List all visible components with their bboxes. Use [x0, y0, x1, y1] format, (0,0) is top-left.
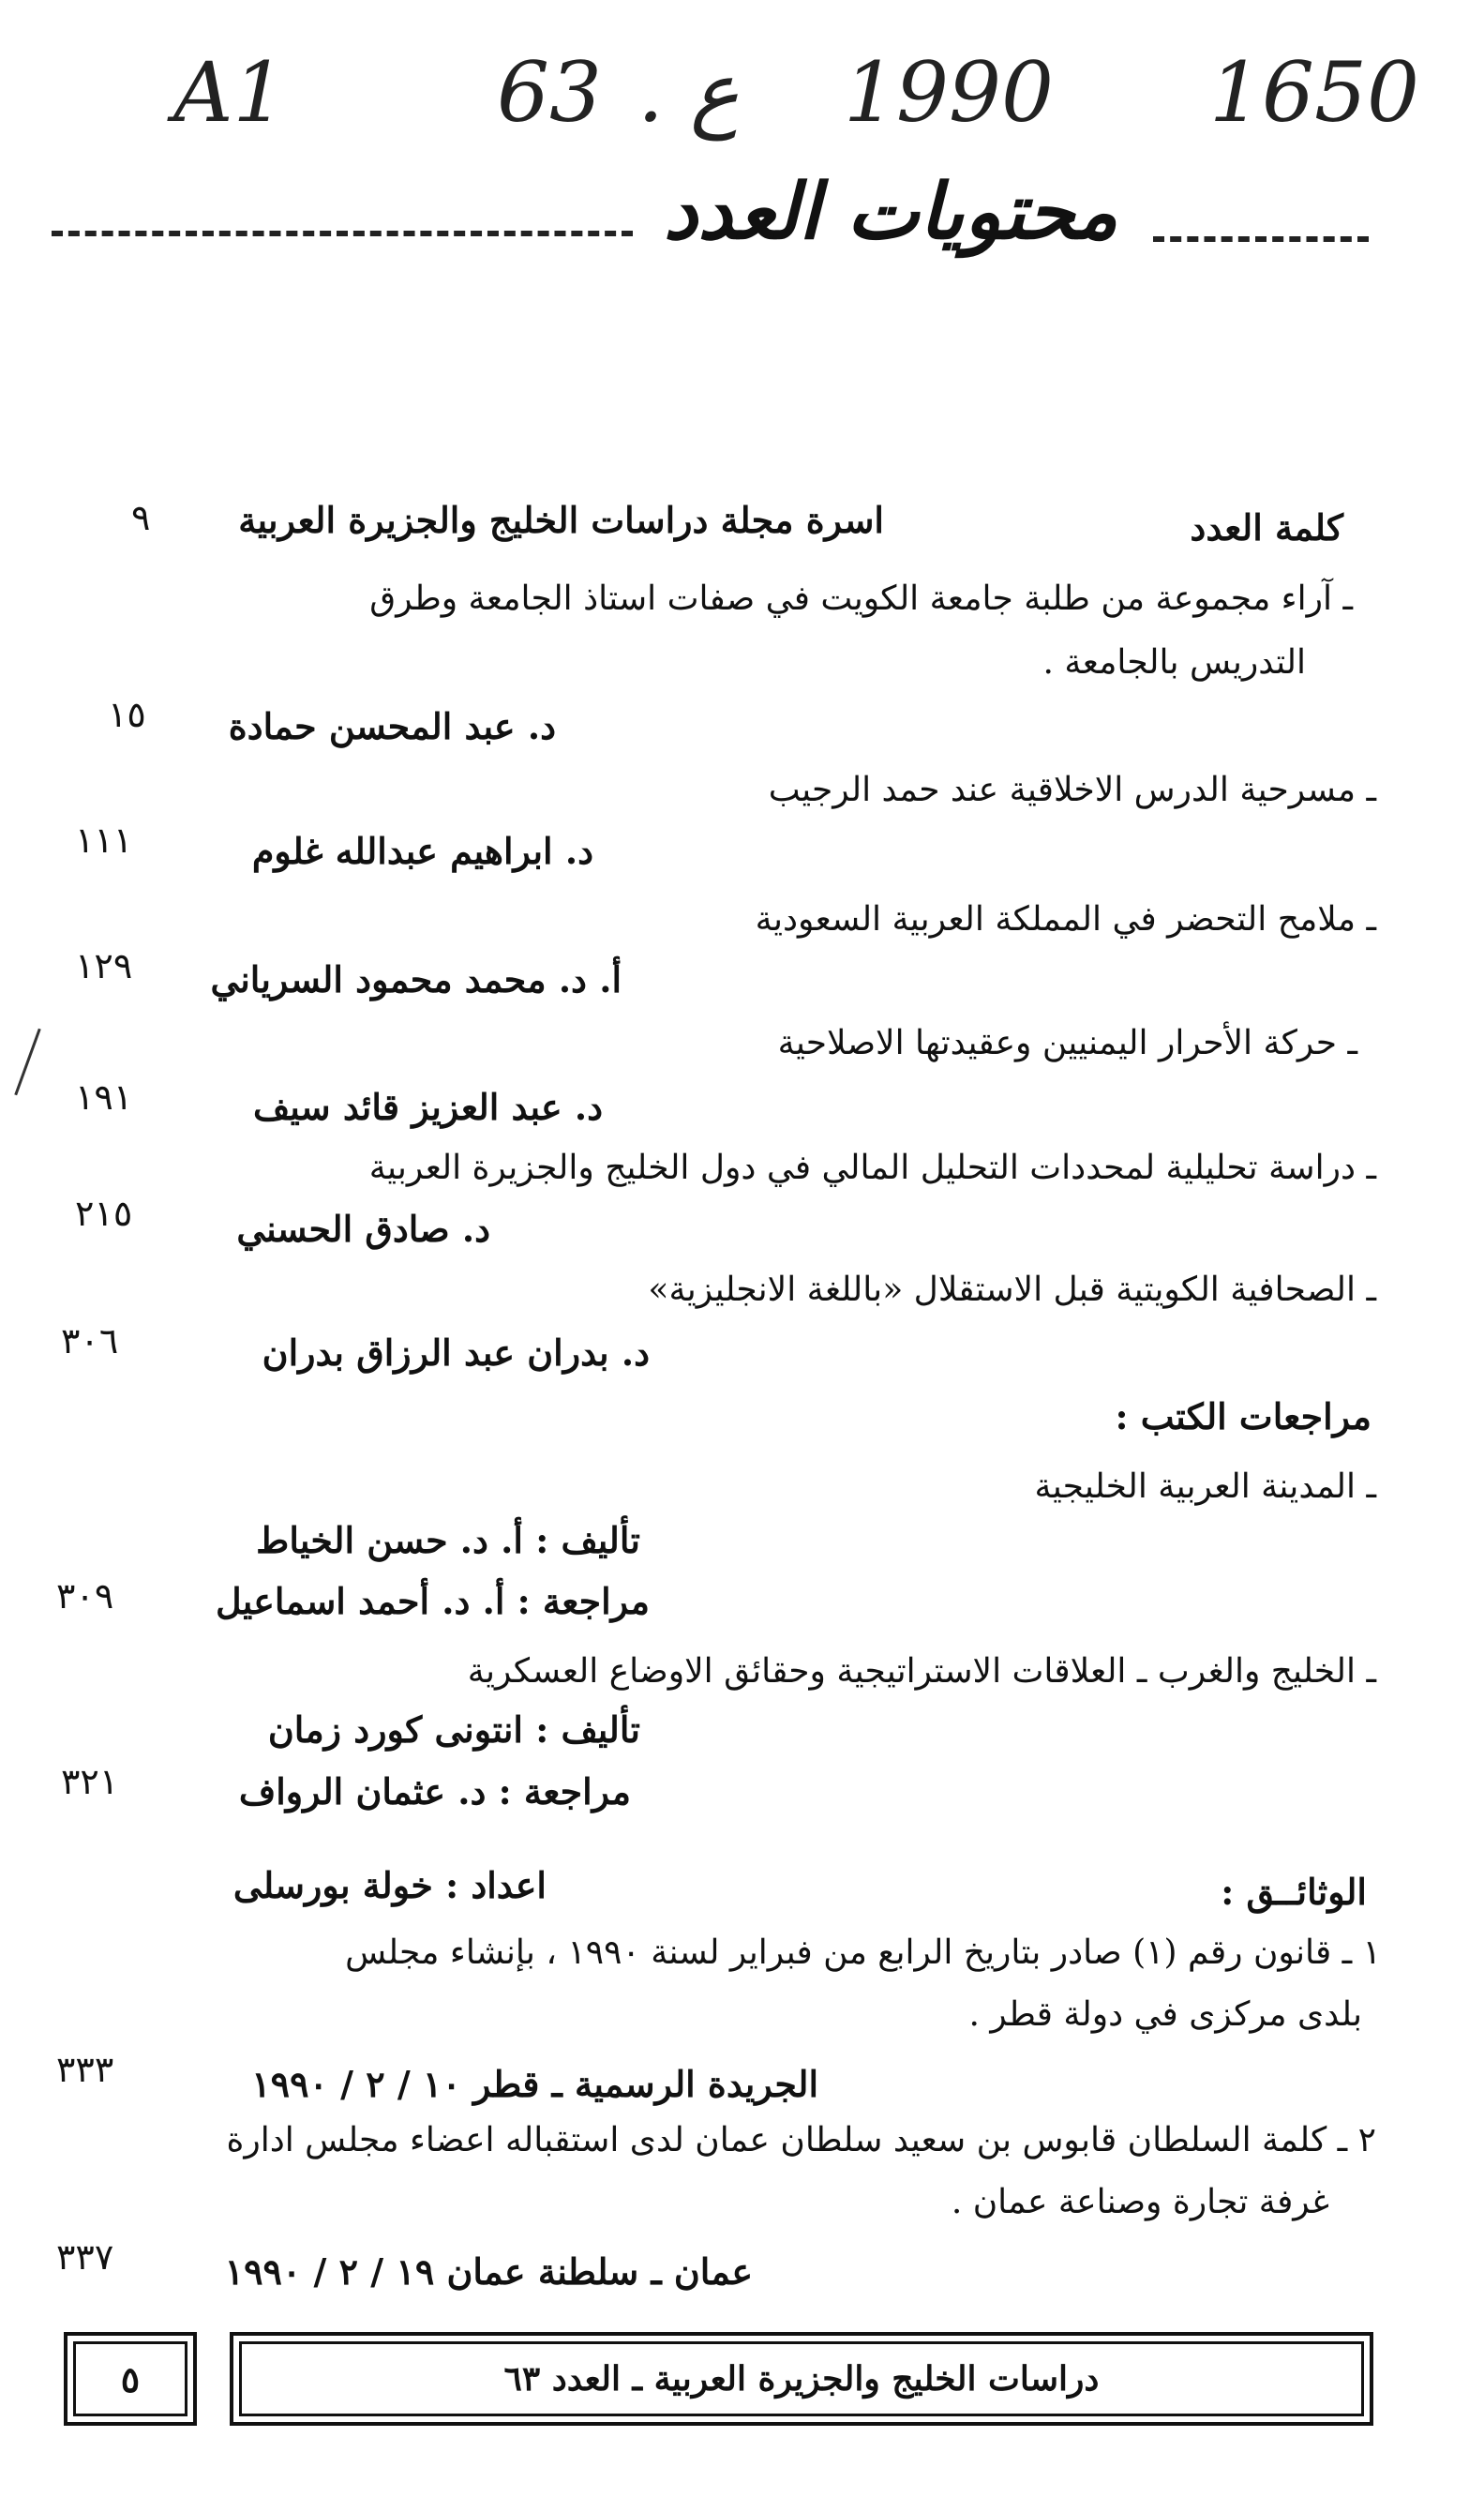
reviews-heading: مراجعات الكتب : — [1115, 1395, 1372, 1437]
entry-author: أ. د. محمد محمود السرياني — [210, 958, 622, 1000]
title-rule-right — [1153, 236, 1369, 242]
review-reviewer: مراجعة : أ. د. أحمد اسماعيل — [215, 1580, 650, 1622]
handwritten-number: 1650 — [1209, 44, 1419, 141]
entry-author: د. عبد المحسن حمادة — [228, 705, 556, 747]
review-author: تأليف : أ. د. حسن الخياط — [256, 1519, 640, 1561]
footer-page-box — [64, 2332, 197, 2426]
page-number: ٩ — [131, 497, 151, 538]
page-title: محتويات العدد — [663, 167, 1118, 257]
entry-title: ـ آراء مجموعة من طلبة جامعة الكويت في صفات استاذ الجامعة وطرق — [369, 579, 1353, 618]
section-label: كلمة العدد — [1190, 506, 1343, 549]
page-number: ١٩١ — [75, 1076, 133, 1118]
document-source: الجريدة الرسمية ـ قطر ١٠ / ٢ / ١٩٩٠ — [251, 2063, 818, 2105]
document-title: ١ ـ قانون رقم (١) صادر بتاريخ الرابع من فبراير لسنة ١٩٩٠ ، بإنشاء مجلس — [345, 1933, 1381, 1972]
document-title-cont: بلدى مركزى في دولة قطر . — [968, 1995, 1362, 2034]
page-number: ١٥ — [108, 694, 146, 735]
entry-author: د. بدران عبد الرزاق بدران — [262, 1331, 650, 1374]
entry-author: د. عبد العزيز قائد سيف — [252, 1086, 603, 1128]
page-number: ١٢٩ — [75, 945, 133, 986]
review-reviewer: مراجعة : د. عثمان الرواف — [238, 1770, 631, 1813]
entry-title: ـ دراسة تحليلية لمحددات التحليل المالي في دول الخليج والجزيرة العربية — [368, 1149, 1376, 1187]
handwritten-code: A1 — [173, 44, 286, 141]
review-title: ـ المدينة العربية الخليجية — [1034, 1467, 1376, 1506]
margin-mark — [14, 1029, 40, 1096]
document-source: عمان ـ سلطنة عمان ١٩ / ٢ / ١٩٩٠ — [224, 2250, 753, 2293]
page-number: ٣٣٧ — [56, 2236, 114, 2278]
handwritten-issue: 63 — [497, 44, 602, 141]
footer-journal-name: دراسات الخليج والجزيرة العربية ـ العدد ٦٣ — [503, 2359, 1100, 2399]
entry-title: ـ حركة الأحرار اليمنيين وعقيدتها الاصلاحية — [777, 1024, 1357, 1062]
footer-page-number: ٥ — [120, 2357, 141, 2400]
footer-journal-box — [230, 2332, 1373, 2426]
handwritten-year: 1990 — [844, 44, 1054, 141]
page-number: ٣٣٣ — [56, 2049, 114, 2090]
entry-author: د. ابراهيم عبدالله غلوم — [251, 830, 593, 872]
handwritten-sep: . ع — [637, 44, 740, 141]
document-title: ٢ ـ كلمة السلطان قابوس بن سعيد سلطان عمان لدى استقباله اعضاء مجلس ادارة — [226, 2121, 1376, 2159]
documents-heading: الوثائــق : — [1221, 1871, 1367, 1913]
page-number: ٣٠٦ — [61, 1320, 119, 1361]
page-number: ١١١ — [75, 820, 133, 861]
entry-title: ـ مسرحية الدرس الاخلاقية عند حمد الرجيب — [768, 771, 1376, 809]
review-title: ـ الخليج والغرب ـ العلاقات الاستراتيجية وحقائق الاوضاع العسكرية — [467, 1652, 1376, 1691]
entry-title: ـ الصحافية الكويتية قبل الاستقلال «باللغة الانجليزية» — [648, 1271, 1376, 1309]
documents-prepared-by: اعداد : خولة بورسلى — [232, 1864, 547, 1906]
page-number: ٣٠٩ — [56, 1575, 114, 1617]
entry-author: اسرة مجلة دراسات الخليج والجزيرة العربية — [238, 499, 884, 541]
entry-title-cont: التدريس بالجامعة . — [1042, 643, 1306, 682]
document-title-cont: غرفة تجارة وصناعة عمان . — [951, 2183, 1329, 2221]
review-author: تأليف : انتونى كورد زمان — [267, 1708, 640, 1751]
page-number: ٢١٥ — [75, 1193, 133, 1234]
title-rule-left — [52, 231, 633, 236]
entry-author: د. صادق الحسني — [236, 1208, 490, 1250]
entry-title: ـ ملامح التحضر في المملكة العربية السعودية — [755, 900, 1376, 939]
page-number: ٣٢١ — [61, 1761, 119, 1802]
